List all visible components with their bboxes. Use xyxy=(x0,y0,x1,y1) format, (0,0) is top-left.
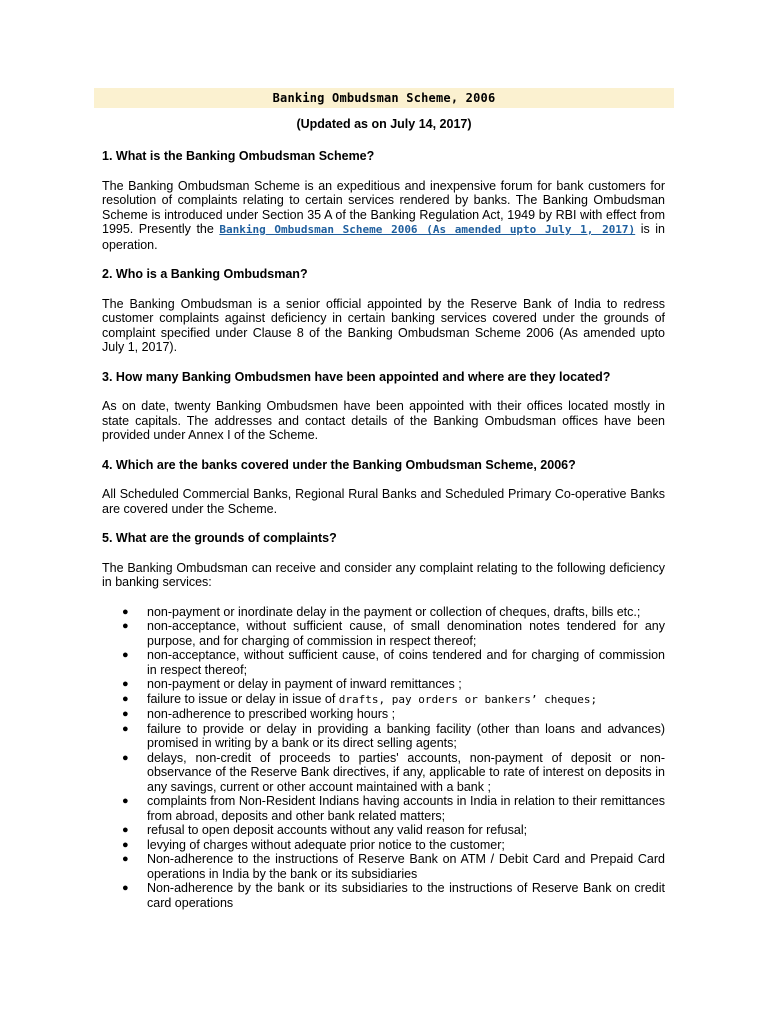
answer-4: All Scheduled Commercial Banks, Regional Rural Banks and Scheduled Primary Co-operative Banks are covered under the Scheme. xyxy=(102,487,665,516)
list-item: ● non-acceptance, without sufficient cause, of coins tendered and for charging of commission in respect thereof; xyxy=(122,648,665,677)
list-item: ● Non-adherence by the bank or its subsidiaries to the instructions of Reserve Bank on credit card operations xyxy=(122,881,665,910)
list-item: ● non-acceptance, without sufficient cause, of small denomination notes tendered for any purpose, and for charging of commission in respect thereof; xyxy=(122,619,665,648)
document-title: Banking Ombudsman Scheme, 2006 xyxy=(272,91,496,105)
scheme-document-link[interactable]: Banking Ombudsman Scheme 2006 (As amended upto July 1, 2017) xyxy=(219,223,636,236)
question-1: 1. What is the Banking Ombudsman Scheme? xyxy=(102,149,375,163)
document-subtitle: (Updated as on July 14, 2017) xyxy=(296,117,472,131)
bullet-icon: ● xyxy=(122,751,129,764)
bullet-icon: ● xyxy=(122,620,129,632)
bullet-icon: ● xyxy=(122,708,129,720)
answer-2: The Banking Ombudsman is a senior official appointed by the Reserve Bank of India to redress customer complaints against deficiency in certain banking services covered under the grounds of complaint specified under Clause 8 of the Banking Ombudsman Scheme 2006 (As amended upto July 1, 2017). xyxy=(102,296,665,354)
answer-5-intro: The Banking Ombudsman can receive and consider any complaint relating to the following deficiency in banking services: xyxy=(102,560,665,589)
answer-1-tail: is in operation. xyxy=(102,222,665,252)
question-5: 5. What are the grounds of complaints? xyxy=(102,531,337,545)
bullet-icon: ● xyxy=(122,853,129,865)
bullet-icon: ● xyxy=(122,882,129,894)
bullet-icon: ● xyxy=(122,838,129,851)
list-item: ● refusal to open deposit accounts without any valid reason for refusal; xyxy=(122,823,528,837)
bullet-icon: ● xyxy=(122,722,129,735)
answer-1-text: The Banking Ombudsman Scheme is an expeditious and inexpensive forum for bank customers for resolution of complaints relating to certain services rendered by banks. The Banking Ombudsman Scheme is introduced under Section 35 A of the Banking Regulation Act, 1949 by RBI with effect from 1995. Presently the xyxy=(102,178,665,236)
title-band xyxy=(94,88,674,108)
list-item-mono-tail: drafts, pay orders or bankers’ cheques; xyxy=(338,692,598,706)
list-item: ● non-payment or delay in payment of inward remittances ; xyxy=(122,677,462,691)
bullet-icon: ● xyxy=(122,795,129,807)
list-item: ● delays, non-credit of proceeds to parties' accounts, non-payment of deposit or non-observance of the Reserve Bank directives, if any, applicable to rate of interest on deposits in any savings, current or other account maintained with a bank ; xyxy=(122,750,665,794)
list-item: ● complaints from Non-Resident Indians having accounts in India in relation to their remittances from abroad, deposits and other bank related matters; xyxy=(122,794,665,823)
list-item: ● non-payment or inordinate delay in the payment or collection of cheques, drafts, bills etc.; xyxy=(122,604,641,619)
list-item: ● non-adherence to prescribed working hours ; xyxy=(122,707,396,721)
grounds-list xyxy=(102,605,665,911)
list-item: ● Non-adherence to the instructions of Reserve Bank on ATM / Debit Card and Prepaid Card operations in India by the bank or its subsidiaries xyxy=(122,852,665,881)
question-4: 4. Which are the banks covered under the Banking Ombudsman Scheme, 2006? xyxy=(102,457,576,472)
answer-1 xyxy=(102,179,665,253)
bullet-icon: ● xyxy=(122,649,129,661)
bullet-icon: ● xyxy=(122,605,129,618)
list-item: ● levying of charges without adequate prior notice to the customer; xyxy=(122,837,505,852)
answer-3: As on date, twenty Banking Ombudsmen have been appointed with their offices located mostly in state capitals. The addresses and contact details of the Banking Ombudsman offices have been provided under Annex I of the Scheme. xyxy=(102,399,665,442)
bullet-icon: ● xyxy=(122,692,129,705)
bullet-icon: ● xyxy=(122,678,129,690)
question-2: 2. Who is a Banking Ombudsman? xyxy=(102,267,308,281)
bullet-icon: ● xyxy=(122,824,129,836)
list-item: ● failure to issue or delay in issue of drafts, pay orders or bankers’ cheques; xyxy=(122,691,598,706)
document-body xyxy=(102,149,665,910)
list-item: ● failure to provide or delay in providing a banking facility (other than loans and advances) promised in writing by a bank or its direct selling agents; xyxy=(122,721,665,750)
question-3: 3. How many Banking Ombudsmen have been appointed and where are they located? xyxy=(102,369,611,384)
